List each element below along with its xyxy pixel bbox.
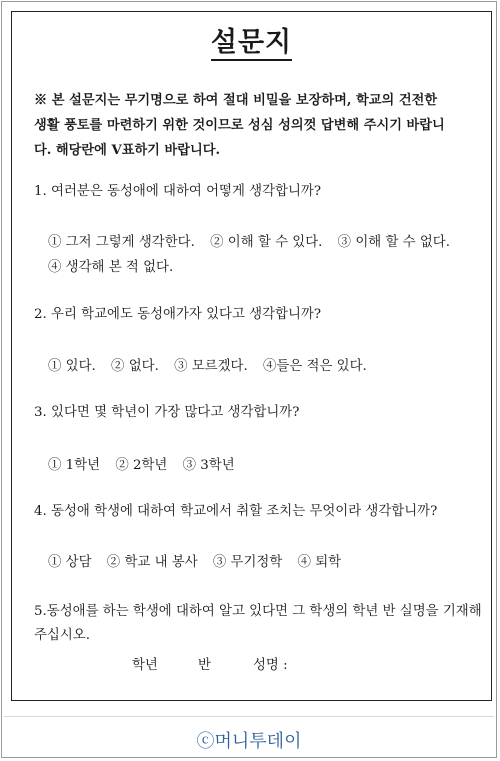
option-2-2[interactable]: ② 없다.: [111, 359, 159, 374]
survey-title: 설문지: [12, 20, 491, 59]
option-2-1[interactable]: ① 있다.: [48, 359, 96, 374]
class-field-label[interactable]: 반: [198, 658, 211, 673]
question-4-options: [48, 550, 488, 575]
copyright-footer: ⓒ머니투데이: [196, 731, 302, 752]
footer-divider: [4, 716, 494, 717]
question-1-options: [48, 230, 488, 280]
option-4-4[interactable]: ④ 퇴학: [297, 555, 342, 570]
question-3: 3. 있다면 몇 학년이 가장 많다고 생각합니까?: [34, 405, 300, 420]
option-3-2[interactable]: ② 2학년: [115, 458, 168, 473]
question-2: 2. 우리 학교에도 동성애가자 있다고 생각합니까?: [34, 307, 322, 322]
option-1-2[interactable]: ② 이해 할 수 있다.: [210, 235, 323, 250]
survey-sheet: [11, 11, 492, 701]
grade-field-label[interactable]: 학년: [132, 658, 158, 673]
question-4: 4. 동성애 학생에 대하여 학교에서 취할 조치는 무엇이라 생각합니까?: [34, 504, 438, 519]
option-3-3[interactable]: ③ 3학년: [182, 458, 235, 473]
option-2-4[interactable]: ④들은 적은 있다.: [263, 359, 367, 374]
question-3-options: [48, 453, 488, 478]
option-1-3[interactable]: ③ 이해 할 수 없다.: [337, 235, 450, 250]
option-4-2[interactable]: ② 학교 내 봉사: [106, 555, 198, 570]
question-2-options: [48, 354, 488, 379]
question-5: [34, 600, 484, 648]
question-1: 1. 여러분은 동성애에 대하여 어떻게 생각합니까?: [34, 184, 322, 199]
option-2-3[interactable]: ③ 모르겠다.: [174, 359, 248, 374]
question-5-line: 5.동성애를 하는 학생에 대하여 알고 있다면 그 학생의 학년 반 실명을 기재해: [34, 604, 482, 619]
option-4-3[interactable]: ③ 무기정학: [212, 555, 283, 570]
notice-line: 다. 해당란에 V표하기 바랍니다.: [34, 143, 221, 158]
option-1-1[interactable]: ① 그저 그렇게 생각한다.: [48, 235, 195, 250]
fill-in-row: [132, 654, 288, 673]
notice-line: 생활 풍토를 마련하기 위한 것이므로 성심 성의껏 답변해 주시기 바랍니: [34, 118, 445, 133]
option-3-1[interactable]: ① 1학년: [48, 458, 101, 473]
image-frame: [1, 1, 497, 758]
question-5-line: 주십시오.: [34, 628, 90, 643]
name-field-label[interactable]: 성명 :: [253, 658, 288, 673]
notice-line: ※ 본 설문지는 무기명으로 하여 절대 비밀을 보장하며, 학교의 건전한: [34, 93, 438, 108]
option-1-4[interactable]: ④ 생각해 본 적 없다.: [48, 260, 174, 275]
option-4-1[interactable]: ① 상담: [48, 555, 92, 570]
survey-notice: [34, 88, 484, 163]
